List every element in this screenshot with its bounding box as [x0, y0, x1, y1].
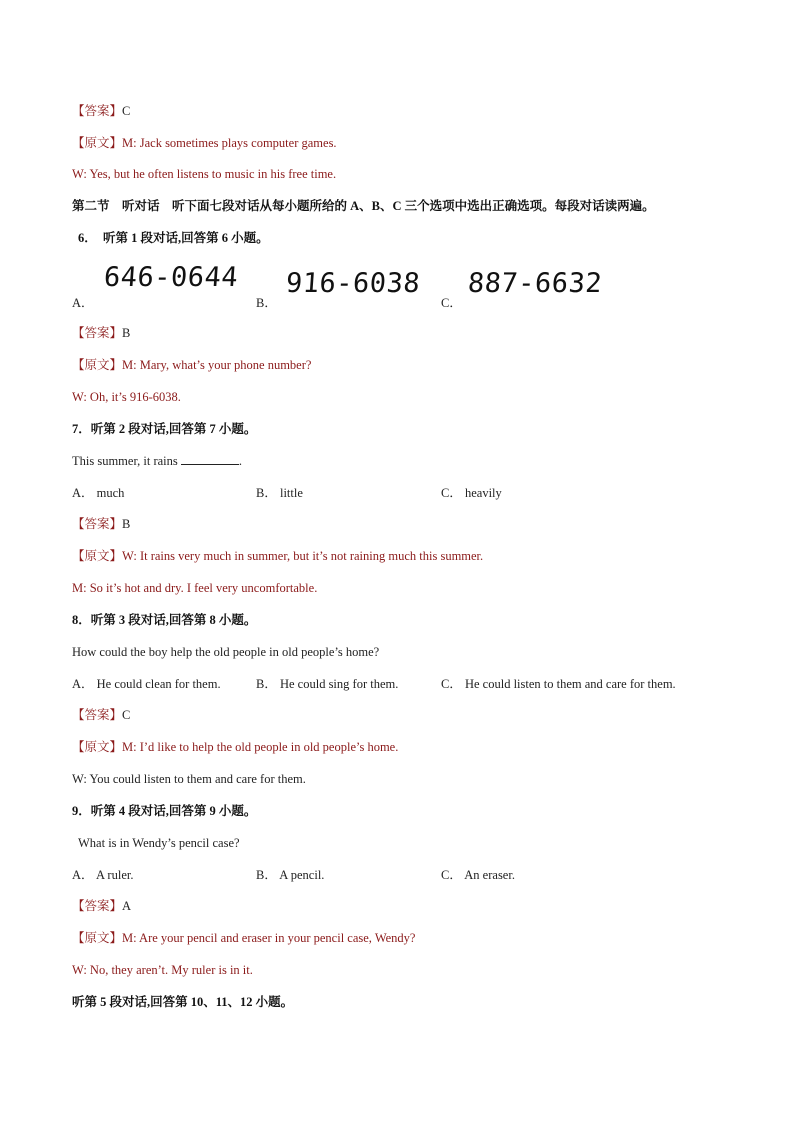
q9-option-c: [441, 867, 515, 883]
answer-tag: 【答案】: [72, 326, 123, 340]
option-text: He could listen to them and care for them.: [464, 677, 676, 691]
q8-answer-line: [72, 707, 130, 723]
option-text: He could clean for them.: [96, 677, 221, 691]
option-label: C．: [441, 868, 462, 882]
option-text: He could sing for them.: [279, 677, 399, 691]
q6-option-c-image: 887-6632: [466, 268, 604, 299]
option-text: much: [96, 486, 125, 500]
q7-title: 7．听第 2 段对话,回答第 7 小题。: [72, 422, 257, 436]
q9-script-line-2: W: No, they aren’t. My ruler is in it.: [72, 963, 253, 977]
q5-script-line-2: W: Yes, but he often listens to music in his free time.: [72, 167, 337, 181]
answer-value: C: [122, 104, 131, 118]
q9-answer-line: [72, 898, 131, 914]
q7-option-a: [72, 485, 124, 501]
option-label: B．: [256, 868, 277, 882]
option-label: A．: [72, 677, 94, 691]
q7-stem-end: .: [238, 454, 242, 468]
answer-tag: 【答案】: [72, 104, 123, 118]
q10-12-title: 听第 5 段对话,回答第 10、11、12 小题。: [72, 995, 294, 1009]
script-tag: 【原文】: [72, 358, 123, 372]
q6-option-c-label: C．: [441, 296, 462, 310]
answer-tag: 【答案】: [72, 899, 123, 913]
option-label: C．: [441, 486, 462, 500]
q8-script-line-2: W: You could listen to them and care for them.: [72, 772, 306, 786]
script-text: M: Are your pencil and eraser in your pencil case, Wendy?: [122, 931, 416, 945]
q9-stem: What is in Wendy’s pencil case?: [78, 836, 240, 850]
option-text: A pencil.: [279, 868, 325, 882]
q6-option-b-label: B．: [256, 296, 277, 310]
q5-script-line-1: [72, 135, 337, 151]
option-text: little: [279, 486, 303, 500]
section-heading: 第二节 听对话 听下面七段对话从每小题所给的 A、B、C 三个选项中选出正确选项。每段对话读两遍。: [72, 199, 655, 213]
q7-script-line-2: M: So it’s hot and dry. I feel very uncomfortable.: [72, 581, 318, 595]
q8-script-line-1: [72, 739, 398, 755]
q7-option-c: [441, 485, 502, 501]
q7-script-line-1: [72, 548, 483, 564]
answer-value: C: [122, 708, 131, 722]
script-tag: 【原文】: [72, 740, 123, 754]
option-label: B．: [256, 677, 277, 691]
q9-option-b: [256, 867, 324, 883]
option-label: A．: [72, 868, 94, 882]
q8-stem: How could the boy help the old people in old people’s home?: [72, 645, 380, 659]
q7-answer-line: [72, 516, 130, 532]
q8-option-b: [256, 676, 398, 692]
q9-option-a: [72, 867, 133, 883]
q6-script-line-1: [72, 357, 311, 373]
q5-answer-line: [72, 103, 130, 119]
script-tag: 【原文】: [72, 931, 123, 945]
answer-value: B: [122, 517, 131, 531]
q8-option-c: [441, 676, 676, 692]
script-tag: 【原文】: [72, 136, 123, 150]
q9-script-line-1: [72, 930, 415, 946]
q8-option-a: [72, 676, 221, 692]
q6-script-line-2: W: Oh, it’s 916-6038.: [72, 390, 181, 404]
q7-stem-start: This summer, it rains: [72, 454, 178, 468]
answer-value: B: [122, 326, 131, 340]
option-text: A ruler.: [95, 868, 134, 882]
script-tag: 【原文】: [72, 549, 123, 563]
option-text: heavily: [464, 486, 502, 500]
answer-blank: [181, 453, 239, 465]
q9-title: 9．听第 4 段对话,回答第 9 小题。: [72, 804, 257, 818]
answer-value: A: [122, 899, 132, 913]
q7-option-b: [256, 485, 303, 501]
q6-option-a-label: A．: [72, 296, 94, 310]
answer-tag: 【答案】: [72, 517, 123, 531]
option-label: B．: [256, 486, 277, 500]
script-text: M: Jack sometimes plays computer games.: [122, 136, 337, 150]
script-text: W: It rains very much in summer, but it’s not raining much this summer.: [122, 549, 484, 563]
script-text: M: Mary, what’s your phone number?: [122, 358, 312, 372]
q7-stem: [72, 453, 242, 469]
q6-answer-line: [72, 325, 130, 341]
q8-title: 8．听第 3 段对话,回答第 8 小题。: [72, 613, 257, 627]
option-label: C．: [441, 677, 462, 691]
answer-tag: 【答案】: [72, 708, 123, 722]
q6-title: 6． 听第 1 段对话,回答第 6 小题。: [78, 231, 269, 245]
script-text: M: I’d like to help the old people in old people’s home.: [122, 740, 399, 754]
q6-option-a-image: 646-0644: [102, 262, 240, 293]
option-label: A．: [72, 486, 94, 500]
option-text: An eraser.: [464, 868, 515, 882]
q6-option-b-image: 916-6038: [284, 268, 422, 299]
